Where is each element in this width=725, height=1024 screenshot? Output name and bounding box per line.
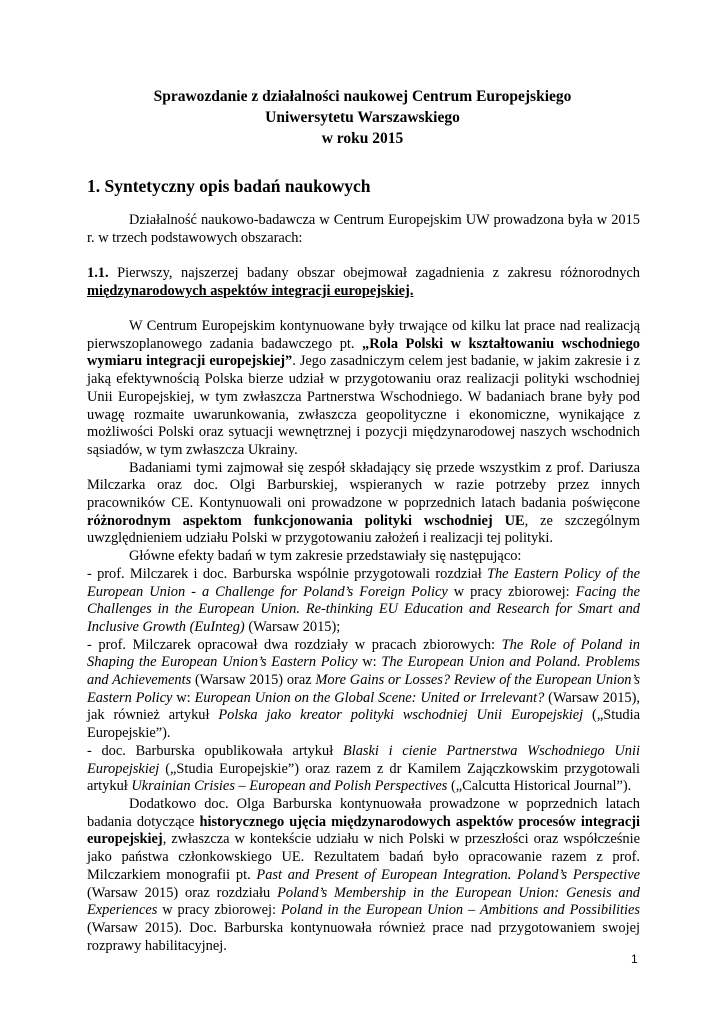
item2-d: The European Union and Poland. Problems and Achievements bbox=[87, 654, 640, 689]
p4-e: (Warsaw 2015) oraz rozdziału bbox=[87, 884, 278, 901]
p4-g: w pracy zbiorowej: bbox=[157, 902, 281, 919]
intro-text: Działalność naukowo-badawcza w Centrum Europejskim UW prowadzona była w 2015 r. w trzech podstawowych obszarach: bbox=[87, 212, 640, 246]
section-heading: 1. Syntetyczny opis badań naukowych bbox=[87, 176, 371, 196]
item1-d: Facing the Challenges in the European Union. Re-thinking EU Education and Research for Smart and Inclusive Growth (EuInteg) bbox=[87, 583, 640, 635]
paragraph-3: Główne efekty badań w tym zakresie przedstawiały się następująco: bbox=[129, 548, 522, 565]
paragraph-2 bbox=[87, 460, 640, 549]
subsection-desc: Pierwszy, najszerzej badany obszar obejmował zagadnienia z zakresu różnorodnych bbox=[108, 265, 640, 281]
subsection-underlined-topic: międzynarodowych aspektów integracji europejskiej. bbox=[87, 282, 414, 299]
item1-c: w pracy zbiorowej: bbox=[447, 583, 576, 600]
p2-text-a: Badaniami tymi zajmował się zespół składający się przede wszystkim z prof. Dariusza Milczarka oraz doc. Olgi Barburskiej, wspieranych w razie potrzeby przez innych pracowników CE. Kontynuowali oni prowadzone w poprzednich latach badania poświęcone bbox=[87, 459, 640, 512]
paragraph-4 bbox=[87, 796, 640, 955]
item2-k: („Studia Europejskie”). bbox=[87, 707, 641, 742]
subsection-number: 1.1. bbox=[87, 265, 109, 281]
p4-c: , zwłaszcza w kontekście udziału w nich Polski w przeszłości oraz współcześnie jako państwa członkowskiego UE. Rezultatem badań było opracowanie razem z prof. Milczarkiem monografii pt. bbox=[87, 831, 640, 883]
item2-j: Polska jako kreator polityki wschodniej Unii Europejskiej bbox=[218, 707, 584, 724]
item3-b: Blaski i cienie Partnerstwa Wschodniego Unii Europejskiej bbox=[87, 742, 640, 777]
item1-e: (Warsaw 2015); bbox=[244, 618, 341, 635]
item3-e: („Calcutta Historical Journal”). bbox=[447, 778, 632, 795]
item2-a: - prof. Milczarek opracował dwa rozdziały w pracach zbiorowych: bbox=[87, 636, 502, 653]
p4-b: historycznego ujęcia międzynarodowych aspektów procesów integracji europejskiej bbox=[87, 813, 640, 848]
item2-h: European Union on the Global Scene: United or Irrelevant? bbox=[194, 689, 545, 706]
p4-i: (Warsaw 2015). Doc. Barburska kontynuowała również prace nad przygotowaniem swojej rozprawy habilitacyjnej. bbox=[87, 919, 640, 954]
subsection-1-1 bbox=[87, 265, 640, 300]
paragraph-1 bbox=[87, 318, 640, 460]
item2-i: (Warsaw 2015), jak również artykuł bbox=[87, 689, 640, 724]
p1-bold-title: „Rola Polski w kształtowaniu wschodniego wymiaru integracji europejskiej” bbox=[87, 335, 640, 370]
item2-e: (Warsaw 2015) oraz bbox=[191, 672, 316, 689]
p4-d: Past and Present of European Integration. Poland’s Perspective bbox=[256, 866, 640, 883]
main-body bbox=[87, 318, 640, 955]
intro-paragraph bbox=[87, 212, 640, 247]
list-item-1 bbox=[87, 566, 640, 637]
p1-text-a: W Centrum Europejskim kontynuowane były trwające od kilku lat prace nad realizacją pierwszoplanowego zadania badawczego pt. bbox=[87, 318, 640, 352]
item2-f: More Gains or Losses? Review of the European Union’s Eastern Policy bbox=[87, 672, 641, 706]
item3-a: - doc. Barburska opublikowała artykuł bbox=[87, 742, 343, 759]
item1-b: The Eastern Policy of the European Union - a Challenge for Poland’s Foreign Policy bbox=[87, 565, 640, 600]
page-number: 1 bbox=[631, 952, 638, 966]
item2-g: w: bbox=[172, 689, 195, 706]
title-line-1: Sprawozdanie z działalności naukowej Centrum Europejskiego bbox=[153, 88, 572, 105]
p2-text-c: , ze szczególnym uwzględnieniem udziału Polski w przygotowaniu założeń i realizacji tej polityki. bbox=[87, 512, 640, 547]
item1-a: - prof. Milczarek i doc. Barburska wspólnie przygotowali rozdział bbox=[87, 565, 487, 582]
subsection-1-1-text bbox=[87, 265, 640, 300]
item2-c: w: bbox=[357, 654, 382, 671]
p4-h: Poland in the European Union – Ambitions and Possibilities bbox=[280, 902, 640, 919]
item3-c: („Studia Europejskie”) oraz razem z dr Kamilem Zajączkowskim przygotowali artykuł bbox=[87, 760, 640, 795]
report-title bbox=[0, 86, 725, 149]
p2-bold: różnorodnym aspektom funkcjonowania polityki wschodniej UE bbox=[87, 512, 525, 529]
title-line-2: Uniwersytetu Warszawskiego bbox=[265, 109, 460, 126]
p4-a: Dodatkowo doc. Olga Barburska kontynuowała prowadzone w poprzednich latach badania dotyczące bbox=[87, 795, 640, 830]
p1-text-c: . Jego zasadniczym celem jest badanie, w jakim zakresie i z jaką efektywnością Polska bierze udział w przygotowaniu oraz realizacji polityki wschodniej Unii Europejskiej, w tym zwłaszcza Partnerstwa Wschodniego. W badaniach brane były pod uwagę rozmaite uwarunkowania, zwłaszcza geopolityczne i ekonomiczne, wynikające z możliwości Polski oraz sytuacji wewnętrznej i pozycji międzynarodowej naszych wschodnich sąsiadów, w tym zwłaszcza Ukrainy. bbox=[87, 353, 640, 458]
p4-f: Poland’s Membership in the European Union: Genesis and Experiences bbox=[87, 884, 641, 919]
item2-b: The Role of Poland in Shaping the European Union’s Eastern Policy bbox=[87, 636, 640, 671]
list-item-2 bbox=[87, 637, 640, 743]
list-item-3 bbox=[87, 743, 640, 796]
item3-d: Ukrainian Crisies – European and Polish Perspectives bbox=[131, 778, 448, 795]
title-line-3: w roku 2015 bbox=[321, 130, 404, 147]
